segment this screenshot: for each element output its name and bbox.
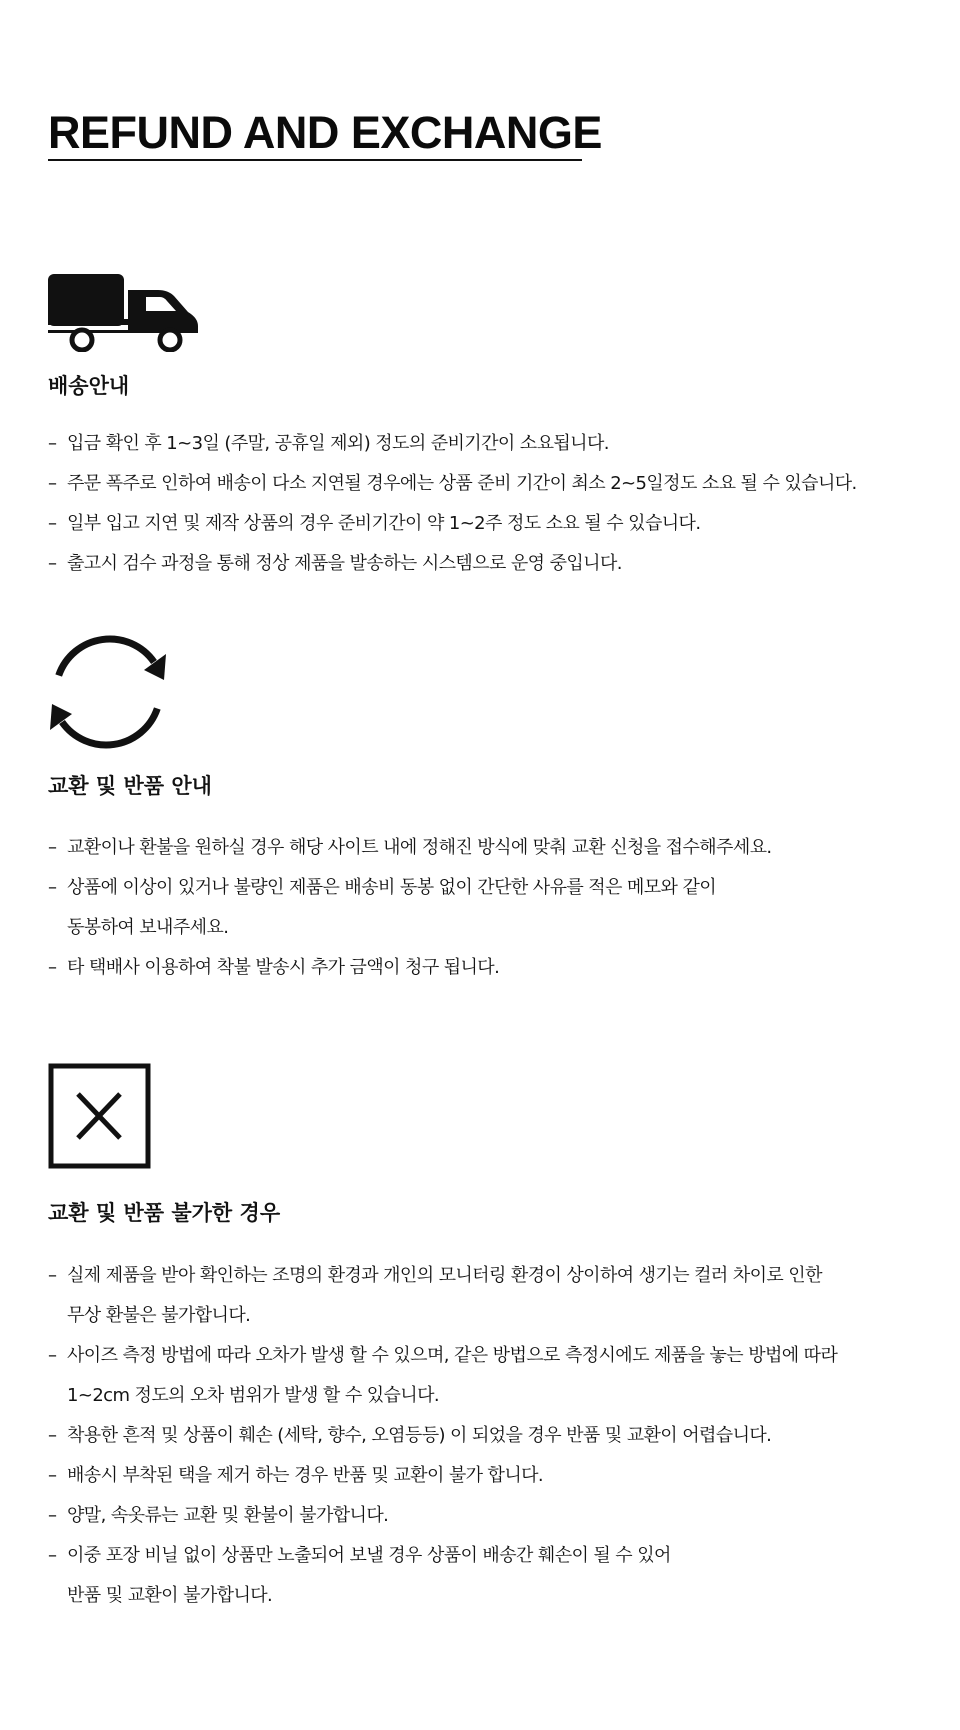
list-item: – 타 택배사 이용하여 착불 발송시 추가 금액이 청구 됩니다.	[48, 957, 500, 978]
list-item: – 착용한 흔적 및 상품이 훼손 (세탁, 향수, 오염등등) 이 되었을 경우 반품 및 교환이 어렵습니다.	[48, 1425, 772, 1446]
list-item: – 일부 입고 지연 및 제작 상품의 경우 준비기간이 약 1~2주 정도 소요 될 수 있습니다.	[48, 513, 701, 534]
list-item: – 배송시 부착된 택을 제거 하는 경우 반품 및 교환이 불가 합니다.	[48, 1465, 544, 1486]
list-item: – 출고시 검수 과정을 통해 정상 제품을 발송하는 시스템으로 운영 중입니다.	[48, 553, 622, 574]
list-item: – 실제 제품을 받아 확인하는 조명의 환경과 개인의 모니터링 환경이 상이하여 생기는 컬러 차이로 인한 무상 환불은 불가합니다.	[48, 1265, 822, 1326]
truck-icon	[48, 272, 200, 352]
list-item: – 입금 확인 후 1~3일 (주말, 공휴일 제외) 정도의 준비기간이 소요됩니다.	[48, 433, 609, 454]
unavailable-heading: 교환 및 반품 불가한 경우	[48, 1201, 281, 1225]
page-title: REFUND AND EXCHANGE	[48, 107, 602, 158]
list-item: – 교환이나 환불을 원하실 경우 해당 사이트 내에 정해진 방식에 맞춰 교환 신청을 접수해주세요.	[48, 837, 772, 858]
title-underline	[48, 159, 582, 161]
list-item: – 상품에 이상이 있거나 불량인 제품은 배송비 동봉 없이 간단한 사유를 적은 메모와 같이 동봉하여 보내주세요.	[48, 877, 717, 938]
list-item: – 사이즈 측정 방법에 따라 오차가 발생 할 수 있으며, 같은 방법으로 측정시에도 제품을 놓는 방법에 따라 1~2cm 정도의 오차 범위가 발생 할 수 있습니다.	[48, 1345, 838, 1406]
list-item: – 양말, 속옷류는 교환 및 환불이 불가합니다.	[48, 1505, 389, 1526]
x-box-icon	[48, 1063, 152, 1170]
unavailable-list	[48, 1256, 928, 1616]
exchange-heading: 교환 및 반품 안내	[48, 774, 212, 798]
refresh-cycle-icon	[46, 630, 170, 754]
delivery-heading: 배송안내	[48, 374, 130, 398]
list-item: – 주문 폭주로 인하여 배송이 다소 지연될 경우에는 상품 준비 기간이 최소 2~5일정도 소요 될 수 있습니다.	[48, 473, 857, 494]
delivery-list	[48, 424, 928, 584]
exchange-list	[48, 828, 928, 988]
list-item: – 이중 포장 비닐 없이 상품만 노출되어 보낼 경우 상품이 배송간 훼손이 될 수 있어 반품 및 교환이 불가합니다.	[48, 1545, 671, 1606]
